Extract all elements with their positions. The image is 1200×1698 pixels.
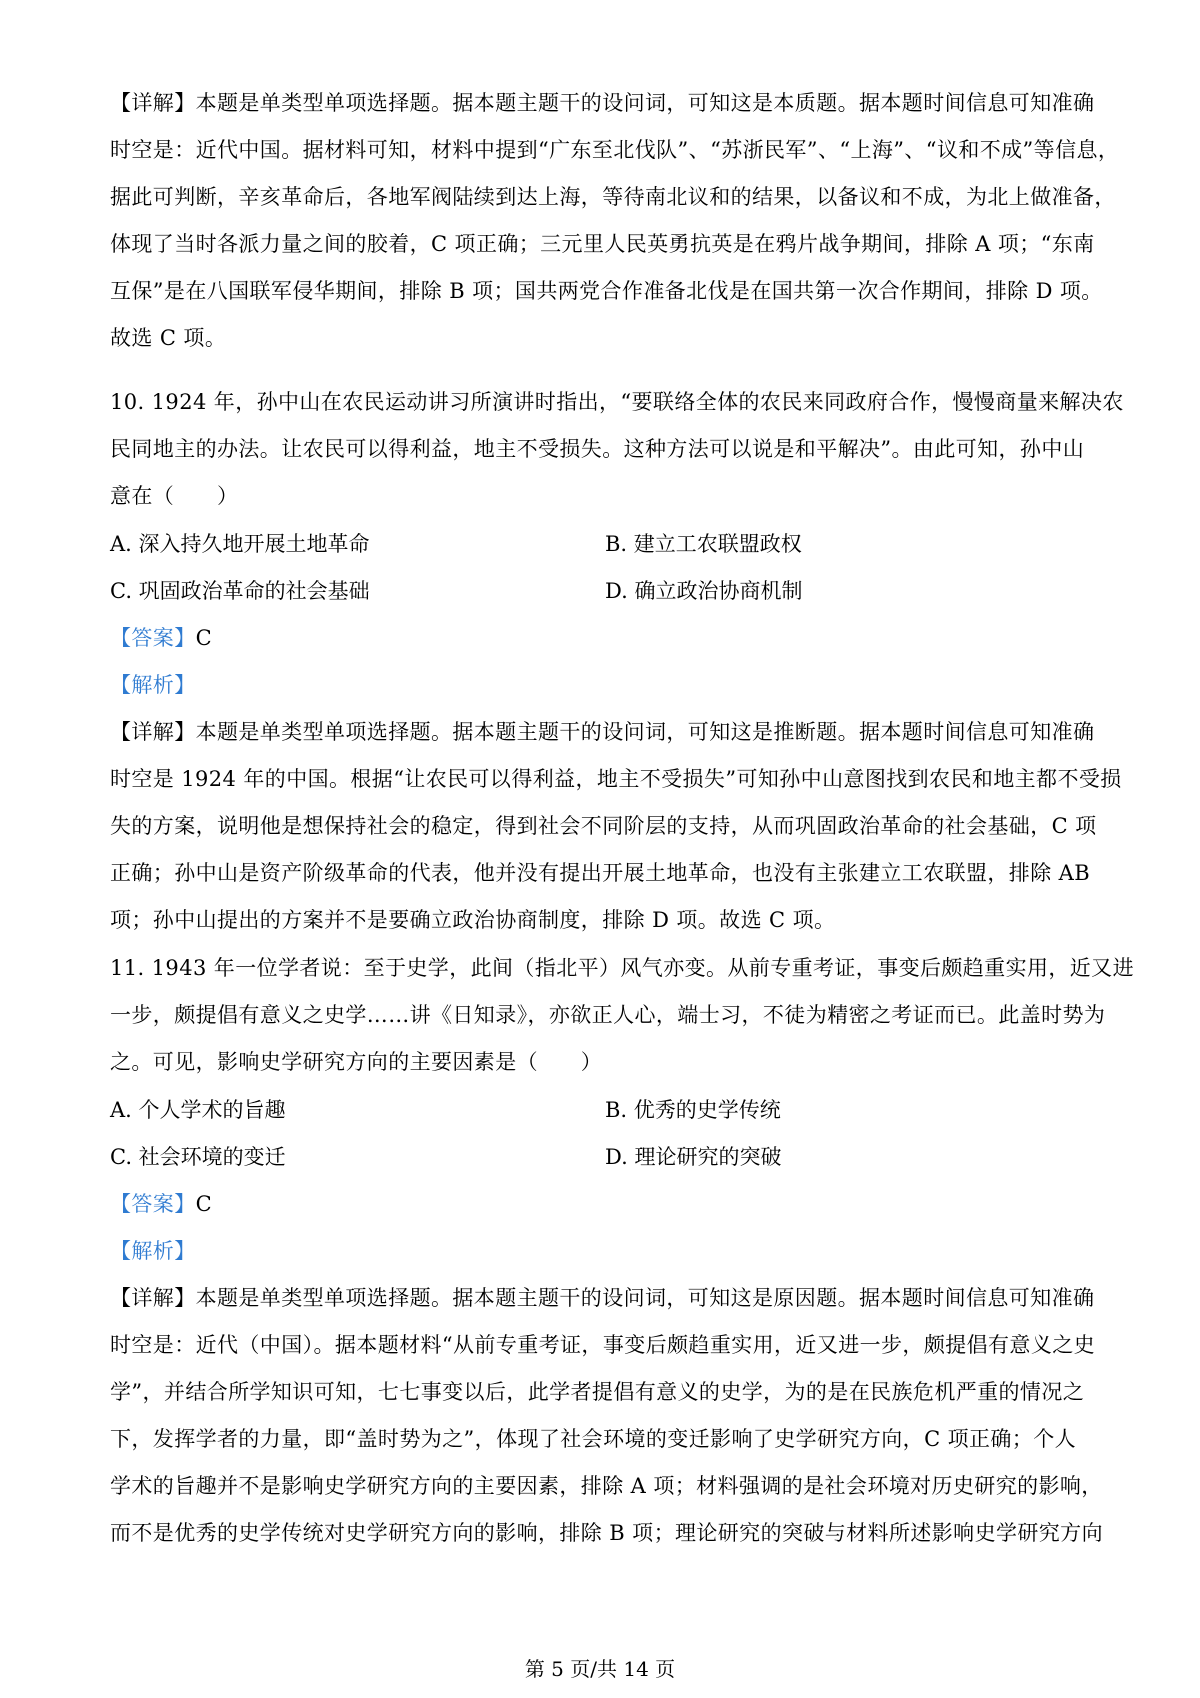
prev-detail-section: [110, 80, 1120, 362]
question-11-options-row-2: [110, 1134, 1100, 1181]
question-10-answer: [110, 615, 1100, 709]
question-line: 之。可见，影响史学研究方向的主要因素是（ ）: [110, 1050, 603, 1074]
answer-value: C: [195, 626, 213, 650]
question-11-answer: [110, 1181, 1100, 1275]
detail-tag: 【详解】: [110, 91, 196, 115]
option-c: C. 巩固政治革命的社会基础: [110, 579, 370, 603]
question-10-detail: [110, 709, 1122, 944]
option-a: A. 个人学术的旨趣: [110, 1098, 286, 1122]
detail-line: 故选 C 项。: [110, 326, 227, 350]
question-10-stem: [110, 379, 1124, 520]
detail-line: 学术的旨趣并不是影响史学研究方向的主要因素，排除 A 项；材料强调的是社会环境对历史研究的影响，: [110, 1474, 1103, 1498]
page-number: 第 5 页/共 14 页: [524, 1657, 676, 1681]
option-b: B. 建立工农联盟政权: [605, 532, 802, 556]
question-11-detail: [110, 1275, 1103, 1557]
detail-tag: 【详解】: [110, 720, 196, 744]
detail-line: 【详解】本题是单类型单项选择题。据本题主题干的设问词，可知这是本质题。据本题时间信息可知准确: [110, 91, 1095, 115]
detail-line: 体现了当时各派力量之间的胶着，C 项正确；三元里人民英勇抗英是在鸦片战争期间，排除 A 项；“东南: [110, 232, 1095, 256]
question-11-stem: [110, 945, 1134, 1086]
detail-line: 时空是 1924 年的中国。根据“让农民可以得利益，地主不受损失”可知孙中山意图找到农民和地主都不受损: [110, 767, 1122, 791]
question-line: 10. 1924 年，孙中山在农民运动讲习所演讲时指出，“要联络全体的农民来同政府合作，慢慢商量来解决农: [110, 390, 1124, 414]
detail-line: 而不是优秀的史学传统对史学研究方向的影响，排除 B 项；理论研究的突破与材料所述影响史学研究方向: [110, 1521, 1103, 1545]
answer-value: C: [195, 1192, 213, 1216]
detail-line: 据此可判断，辛亥革命后，各地军阀陆续到达上海，等待南北议和的结果，以备议和不成，为北上做准备，: [110, 185, 1116, 209]
analysis-tag: 【解析】: [110, 1239, 196, 1263]
question-10-options-row-1: [110, 521, 1100, 568]
detail-line: 项；孙中山提出的方案并不是要确立政治协商制度，排除 D 项。故选 C 项。: [110, 908, 836, 932]
detail-line: 时空是：近代（中国）。据本题材料“从前专重考证，事变后颇趋重实用，近又进一步，颇提倡有意义之史: [110, 1333, 1096, 1357]
question-line: 民同地主的办法。让农民可以得利益，地主不受损失。这种方法可以说是和平解决”。由此可知，孙中山: [110, 437, 1085, 461]
answer-tag: 【答案】: [110, 1192, 196, 1216]
detail-line: 失的方案，说明他是想保持社会的稳定，得到社会不同阶层的支持，从而巩固政治革命的社会基础，C 项: [110, 814, 1097, 838]
detail-line: 时空是：近代中国。据材料可知，材料中提到“广东至北伐队”、“苏浙民军”、“上海”、“议和不成”等信息，: [110, 138, 1120, 162]
question-line: 意在（ ）: [110, 484, 239, 508]
option-c: C. 社会环境的变迁: [110, 1145, 286, 1169]
detail-line: 【详解】本题是单类型单项选择题。据本题主题干的设问词，可知这是推断题。据本题时间信息可知准确: [110, 720, 1095, 744]
detail-tag: 【详解】: [110, 1286, 196, 1310]
question-11-options-row-1: [110, 1087, 1100, 1134]
analysis-tag: 【解析】: [110, 673, 196, 697]
detail-line: 互保”是在八国联军侵华期间，排除 B 项；国共两党合作准备北伐是在国共第一次合作期间，排除 D 项。: [110, 279, 1103, 303]
option-a: A. 深入持久地开展土地革命: [110, 532, 370, 556]
question-10-options-row-2: [110, 568, 1100, 615]
answer-tag: 【答案】: [110, 626, 196, 650]
detail-line: 下，发挥学者的力量，即“盖时势为之”，体现了社会环境的变迁影响了史学研究方向，C 项正确；个人: [110, 1427, 1077, 1451]
detail-line: 【详解】本题是单类型单项选择题。据本题主题干的设问词，可知这是原因题。据本题时间信息可知准确: [110, 1286, 1095, 1310]
option-d: D. 理论研究的突破: [605, 1145, 782, 1169]
detail-line: 学”，并结合所学知识可知，七七事变以后，此学者提倡有意义的史学，为的是在民族危机严重的情况之: [110, 1380, 1085, 1404]
question-line: 11. 1943 年一位学者说：至于史学，此间（指北平）风气亦变。从前专重考证，事变后颇趋重实用，近又进: [110, 956, 1134, 980]
detail-line: 正确；孙中山是资产阶级革命的代表，他并没有提出开展土地革命，也没有主张建立工农联盟，排除 AB: [110, 861, 1091, 885]
option-d: D. 确立政治协商机制: [605, 579, 803, 603]
question-line: 一步，颇提倡有意义之史学……讲《日知录》，亦欲正人心，端士习，不徒为精密之考证而已。此盖时势为: [110, 1003, 1106, 1027]
option-b: B. 优秀的史学传统: [605, 1098, 781, 1122]
